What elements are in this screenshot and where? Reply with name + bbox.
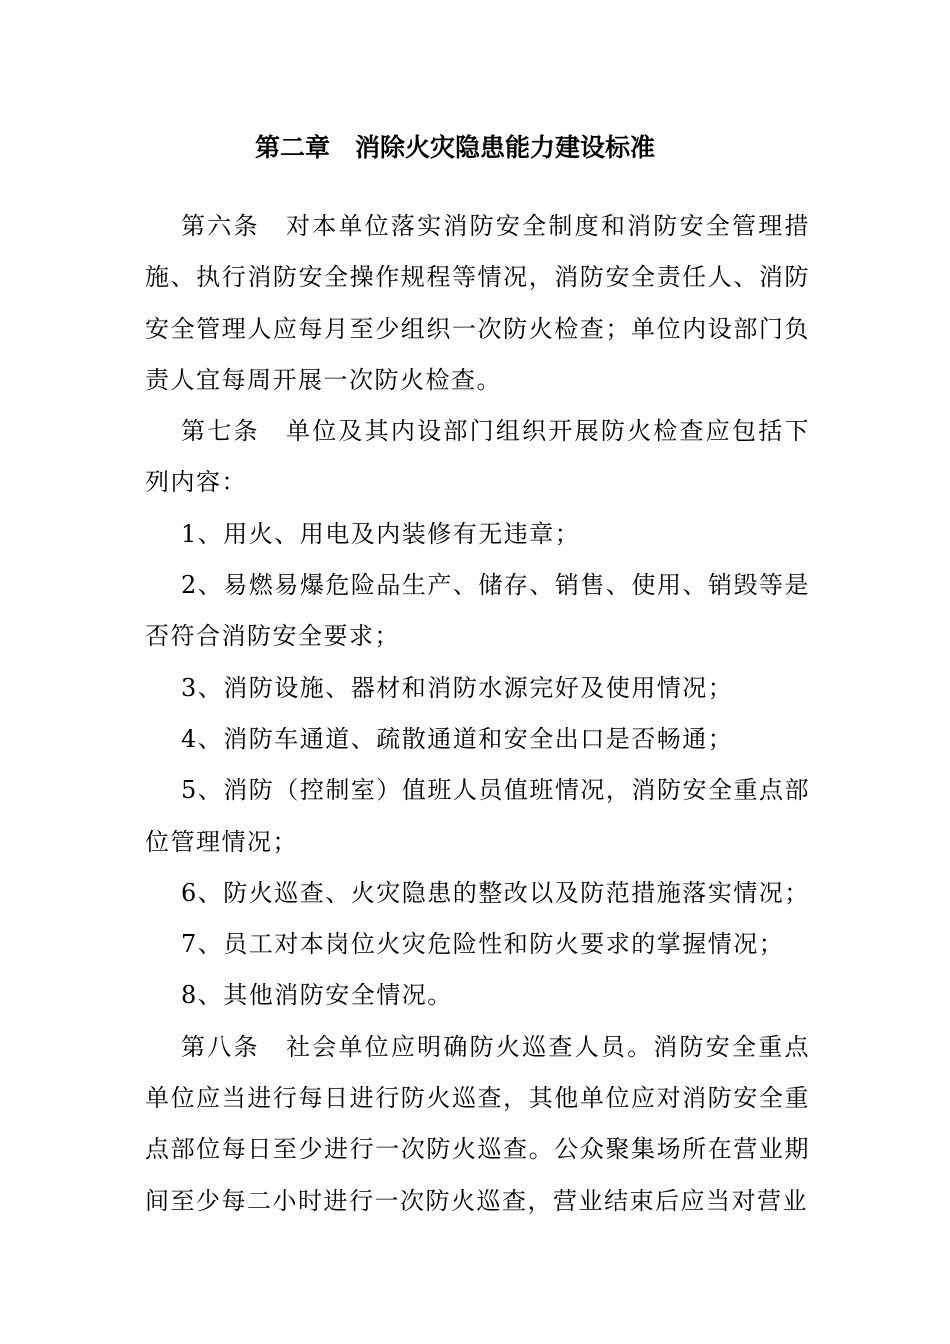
list-item-5: 5、消防（控制室）值班人员值班情况，消防安全重点部位管理情况； [145,776,810,856]
list-item-7: 7、员工对本岗位火灾危险性和防火要求的掌握情况； [181,930,785,959]
article-8-paragraph: 第八条 社会单位应明确防火巡查人员。消防安全重点单位应当进行每日进行防火巡查，其他单位应对消防安全重点部位每日至少进行一次防火巡查。公众聚集场所在营业期间至少每二小时进行一次防火巡查，营业结束后应当对营业 [145,1032,810,1215]
list-item-1: 1、用火、用电及内装修有无违章； [181,519,581,548]
article-7-paragraph: 第七条 单位及其内设部门组织开展防火检查应包括下列内容： [145,417,810,497]
article-6-paragraph: 第六条 对本单位落实消防安全制度和消防安全管理措施、执行消防安全操作规程等情况，消防安全责任人、消防安全管理人应每月至少组织一次防火检查；单位内设部门负责人宜每周开展一次防火检查。 [145,212,810,394]
list-item-4: 4、消防车通道、疏散通道和安全出口是否畅通； [181,724,734,753]
list-item-2: 2、易燃易爆危险品生产、储存、销售、使用、销毁等是否符合消防安全要求； [145,571,810,651]
chapter-title: 第二章 消除火灾隐患能力建设标准 [254,133,655,162]
list-item-6: 6、防火巡查、火灾隐患的整改以及防范措施落实情况； [181,878,810,907]
list-item-3: 3、消防设施、器材和消防水源完好及使用情况； [181,673,734,702]
document-body [145,201,810,1227]
list-item-8: 8、其他消防安全情况。 [181,981,453,1010]
